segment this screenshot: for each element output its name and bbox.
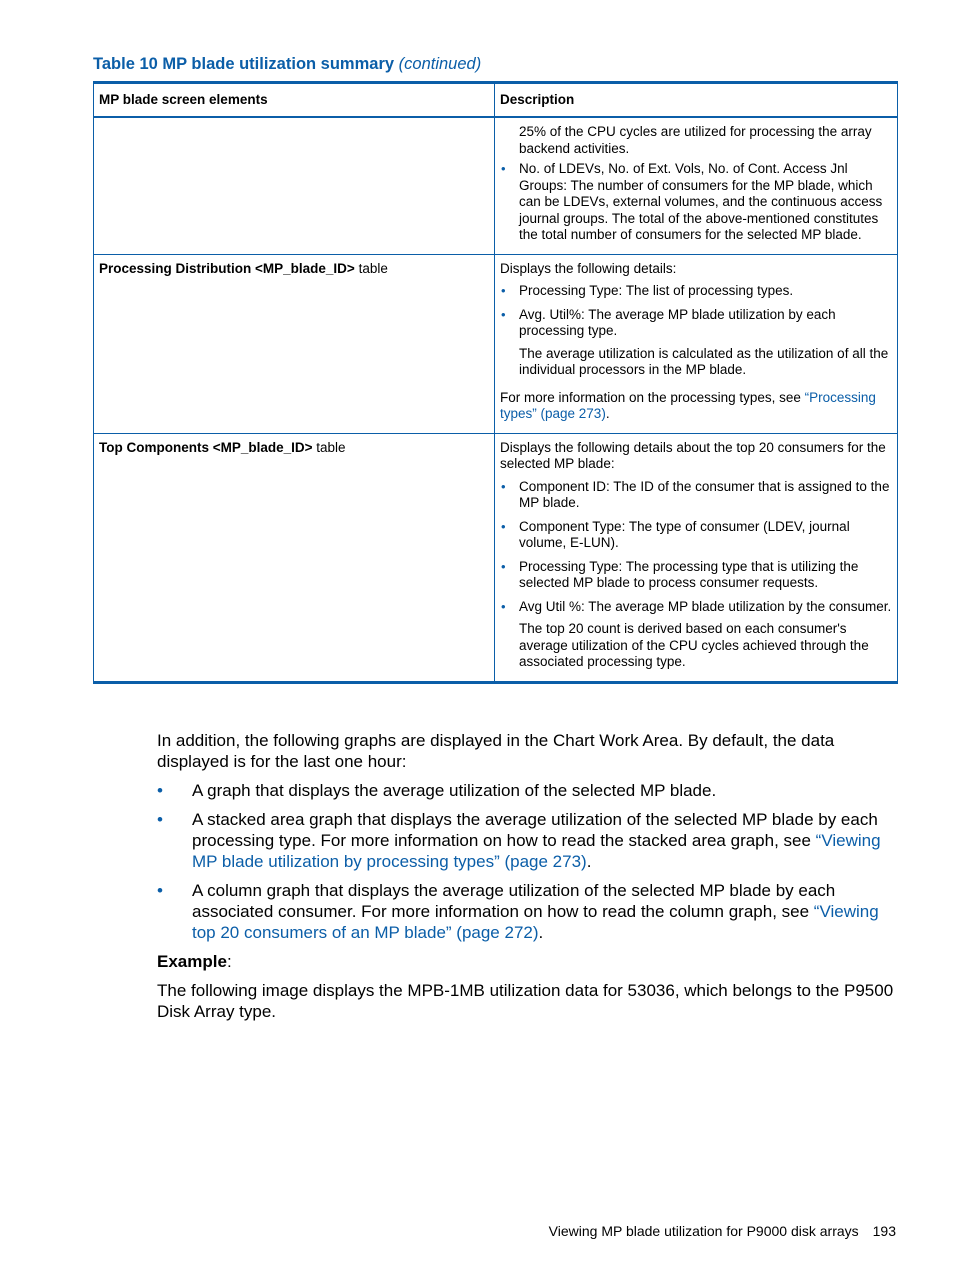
viewing-top-consumers-link[interactable]: “Viewing top 20 consumers of an MP blade” (page 272)	[192, 902, 879, 942]
bullet-icon: •	[157, 881, 163, 900]
row1-description	[495, 117, 898, 254]
table-row	[94, 254, 898, 433]
list-item: • Processing Type: The list of processing types.	[501, 283, 794, 298]
row2-more-info: For more information on the processing types, see “Processing types” (page 273).	[500, 389, 876, 421]
caption-continued: (continued)	[398, 55, 482, 73]
example-heading: Example:	[157, 952, 232, 971]
row3-note: The top 20 count is derived based on each consumer's average utilization of the CPU cycles achieved through the associated processing type.	[519, 621, 869, 669]
table-row	[94, 117, 898, 254]
example-label: Example	[157, 952, 227, 971]
header-elements: MP blade screen elements	[94, 83, 495, 118]
row2-note: The average utilization is calculated as the utilization of all the individual processors in the MP blade.	[519, 345, 889, 377]
list-item: • No. of LDEVs, No. of Ext. Vols, No. of Cont. Access Jnl Groups: The number of consumers for the MP blade, which can be LDEVs, external volumes, and the continuous access journal groups. The total of the above-mentioned constitutes the total number of consumers for the selected MP blade.	[501, 161, 883, 242]
list-item: • Processing Type: The processing type that is utilizing the selected MP blade to process consumer requests.	[501, 558, 859, 590]
list-item: • Component Type: The type of consumer (LDEV, journal volume, E-LUN).	[501, 518, 850, 550]
bullet-icon: •	[501, 598, 506, 614]
bullet-icon: •	[501, 558, 506, 574]
processing-types-link[interactable]: “Processing types” (page 273)	[500, 389, 876, 421]
row3-element-name: Top Components <MP_blade_ID>	[99, 439, 313, 455]
mp-blade-summary-table	[93, 81, 898, 684]
table-row	[94, 433, 898, 682]
footer-section-title: Viewing MP blade utilization for P9000 disk arrays	[548, 1223, 859, 1239]
row2-description	[495, 254, 898, 433]
list-item: • Component ID: The ID of the consumer that is assigned to the MP blade.	[501, 478, 890, 510]
bullet-icon: •	[157, 781, 163, 800]
caption-title: Table 10 MP blade utilization summary	[93, 55, 395, 73]
list-item: • A graph that displays the average utilization of the selected MP blade.	[157, 781, 717, 800]
graphs-list	[157, 780, 899, 943]
row3-description	[495, 433, 898, 682]
row2-intro: Displays the following details:	[500, 260, 677, 276]
page-footer	[549, 1223, 896, 1239]
page-number: 193	[872, 1223, 896, 1239]
table-caption	[93, 55, 481, 74]
bullet-icon: •	[501, 306, 506, 322]
body-text	[157, 730, 899, 1030]
row2-bullets	[500, 283, 892, 340]
example-text: The following image displays the MPB-1MB utilization data for 53036, which belongs to the P9500 Disk Array type.	[157, 981, 894, 1021]
list-item: • Avg Util %: The average MP blade utilization by the consumer.	[501, 598, 892, 614]
bullet-icon: •	[501, 283, 506, 298]
row1-continued-text: 25% of the CPU cycles are utilized for processing the array backend activities.	[519, 124, 872, 156]
row2-element: Processing Distribution <MP_blade_ID> table	[94, 254, 495, 433]
row1-element	[94, 117, 495, 254]
header-description: Description	[495, 83, 898, 118]
graphs-intro: In addition, the following graphs are displayed in the Chart Work Area. By default, the data displayed is for the last one hour:	[157, 731, 835, 771]
bullet-icon: •	[501, 161, 506, 176]
list-item: • A column graph that displays the average utilization of the selected MP blade by each associated consumer. For more information on how to read the column graph, see “Viewing top 20 consumers of an MP blade” (page 272).	[157, 881, 879, 942]
row2-element-name: Processing Distribution <MP_blade_ID>	[99, 260, 355, 276]
row3-element: Top Components <MP_blade_ID> table	[94, 433, 495, 682]
row3-bullets	[500, 479, 892, 616]
bullet-icon: •	[501, 518, 506, 534]
bullet-icon: •	[157, 810, 163, 829]
list-item: • A stacked area graph that displays the average utilization of the selected MP blade by each processing type. For more information on how to read the stacked area graph, see “Viewing MP blade utilization by processing types” (page 273).	[157, 810, 881, 871]
row1-bullets	[500, 161, 892, 244]
viewing-processing-types-link[interactable]: “Viewing MP blade utilization by processing types” (page 273)	[192, 831, 881, 871]
row3-intro: Displays the following details about the top 20 consumers for the selected MP blade:	[500, 439, 886, 471]
table-header-row	[94, 83, 898, 118]
bullet-icon: •	[501, 478, 506, 494]
list-item: • Avg. Util%: The average MP blade utilization by each processing type.	[501, 306, 836, 338]
